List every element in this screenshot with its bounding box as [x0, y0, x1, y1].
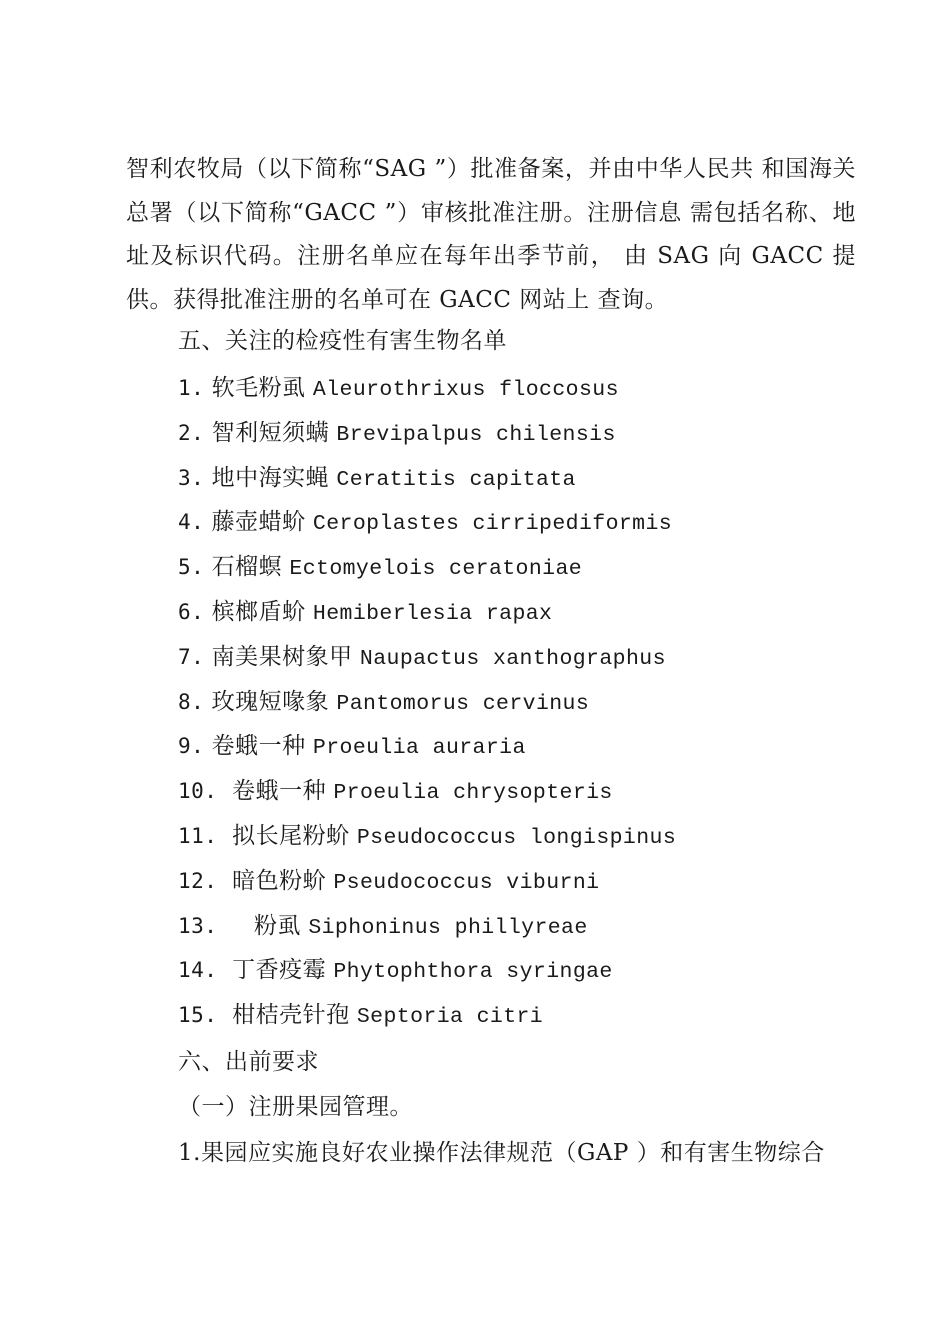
- pest-item: [178, 507, 676, 552]
- pest-item: [178, 418, 676, 463]
- pest-chinese-name: 智利短须螨: [211, 419, 330, 446]
- pest-item: [178, 687, 676, 732]
- pest-number: 6.: [178, 599, 205, 624]
- pest-latin-name: Proeulia chrysopteris: [333, 781, 613, 806]
- pest-item: [178, 597, 676, 642]
- pest-number: 14.: [178, 958, 218, 983]
- pest-latin-name: Pseudococcus viburni: [333, 870, 600, 895]
- pest-number: 2.: [178, 420, 205, 445]
- pest-item: [178, 373, 676, 418]
- pest-number: 15.: [178, 1003, 218, 1028]
- pest-number: 3.: [178, 465, 205, 490]
- pest-chinese-name: 暗色粉蚧: [232, 867, 327, 894]
- pest-number: 7.: [178, 644, 205, 669]
- section6-heading: 六、出前要求: [178, 1049, 319, 1075]
- pest-number: 8.: [178, 689, 205, 714]
- pest-list: [178, 373, 676, 1045]
- pest-number: 1.: [178, 376, 205, 400]
- pest-item: [178, 463, 676, 508]
- pest-item: [178, 776, 676, 821]
- pest-chinese-name: 丁香疫霉: [232, 957, 327, 984]
- pest-chinese-name: 藤壶蜡蚧: [211, 509, 306, 536]
- pest-item: [178, 1000, 676, 1045]
- pest-latin-name: Proeulia auraria: [312, 736, 526, 761]
- pest-latin-name: Siphoninus phillyreae: [308, 915, 588, 940]
- pest-chinese-name: 软毛粉虱: [211, 375, 306, 401]
- pest-chinese-name: 南美果树象甲: [211, 643, 353, 670]
- pest-latin-name: Hemiberlesia rapax: [312, 601, 553, 626]
- pest-number: 10.: [178, 779, 218, 804]
- pest-latin-name: Naupactus xanthographus: [359, 646, 666, 671]
- pest-chinese-name: 粉虱: [254, 912, 301, 939]
- pest-chinese-name: 地中海实蝇: [211, 464, 330, 491]
- pest-item: [178, 642, 676, 687]
- pest-latin-name: Brevipalpus chilensis: [336, 422, 616, 447]
- section5-heading: 五、关注的检疫性有害生物名单: [178, 328, 507, 354]
- pest-chinese-name: 石榴螟: [211, 554, 283, 581]
- pest-chinese-name: 卷蛾一种: [232, 778, 327, 805]
- pest-number: 12.: [178, 868, 218, 893]
- intro-paragraph: 智利农牧局（以下简称“SAG ”）批准备案，并由中华人民共 和国海关总署（以下简称“GACC ”）审核批准注册。注册信息 需包括名称、地址及标识代码。注册名单应在每年出季节前， 由 SAG 向 GACC 提供。获得批准注册的名单可在 GACC 网站上 查询。: [126, 156, 856, 313]
- pest-latin-name: Ceroplastes cirripediformis: [312, 512, 673, 537]
- pest-latin-name: Phytophthora syringae: [333, 960, 613, 985]
- pest-latin-name: Aleurothrixus floccosus: [312, 378, 619, 402]
- pest-item: [178, 955, 676, 1000]
- pest-chinese-name: 槟榔盾蚧: [211, 598, 306, 625]
- pest-item: [178, 866, 676, 911]
- pest-chinese-name: 柑桔壳针孢: [232, 1002, 350, 1029]
- pest-number: 5.: [178, 555, 205, 580]
- pest-latin-name: Pseudococcus longispinus: [356, 825, 677, 850]
- pest-latin-name: Pantomorus cervinus: [336, 691, 590, 716]
- pest-number: 13.: [178, 913, 218, 938]
- pest-chinese-name: 卷蛾一种: [211, 733, 306, 760]
- pest-latin-name: Ectomyelois ceratoniae: [289, 557, 583, 582]
- item1-text: 1.果园应实施良好农业操作法律规范（GAP ）和有害生物综合: [178, 1140, 825, 1166]
- pest-number: 11.: [178, 823, 218, 848]
- pest-item: [178, 911, 676, 956]
- pest-latin-name: Septoria citri: [356, 1005, 544, 1030]
- pest-item: [178, 552, 676, 597]
- subsection1-heading: （一）注册果园管理。: [178, 1094, 413, 1120]
- pest-item: [178, 821, 676, 866]
- pest-number: 9.: [178, 734, 205, 759]
- pest-latin-name: Ceratitis capitata: [336, 467, 576, 492]
- pest-number: 4.: [178, 510, 205, 535]
- pest-chinese-name: 玫瑰短喙象: [211, 688, 330, 715]
- pest-item: [178, 731, 676, 776]
- pest-chinese-name: 拟长尾粉蚧: [232, 822, 350, 849]
